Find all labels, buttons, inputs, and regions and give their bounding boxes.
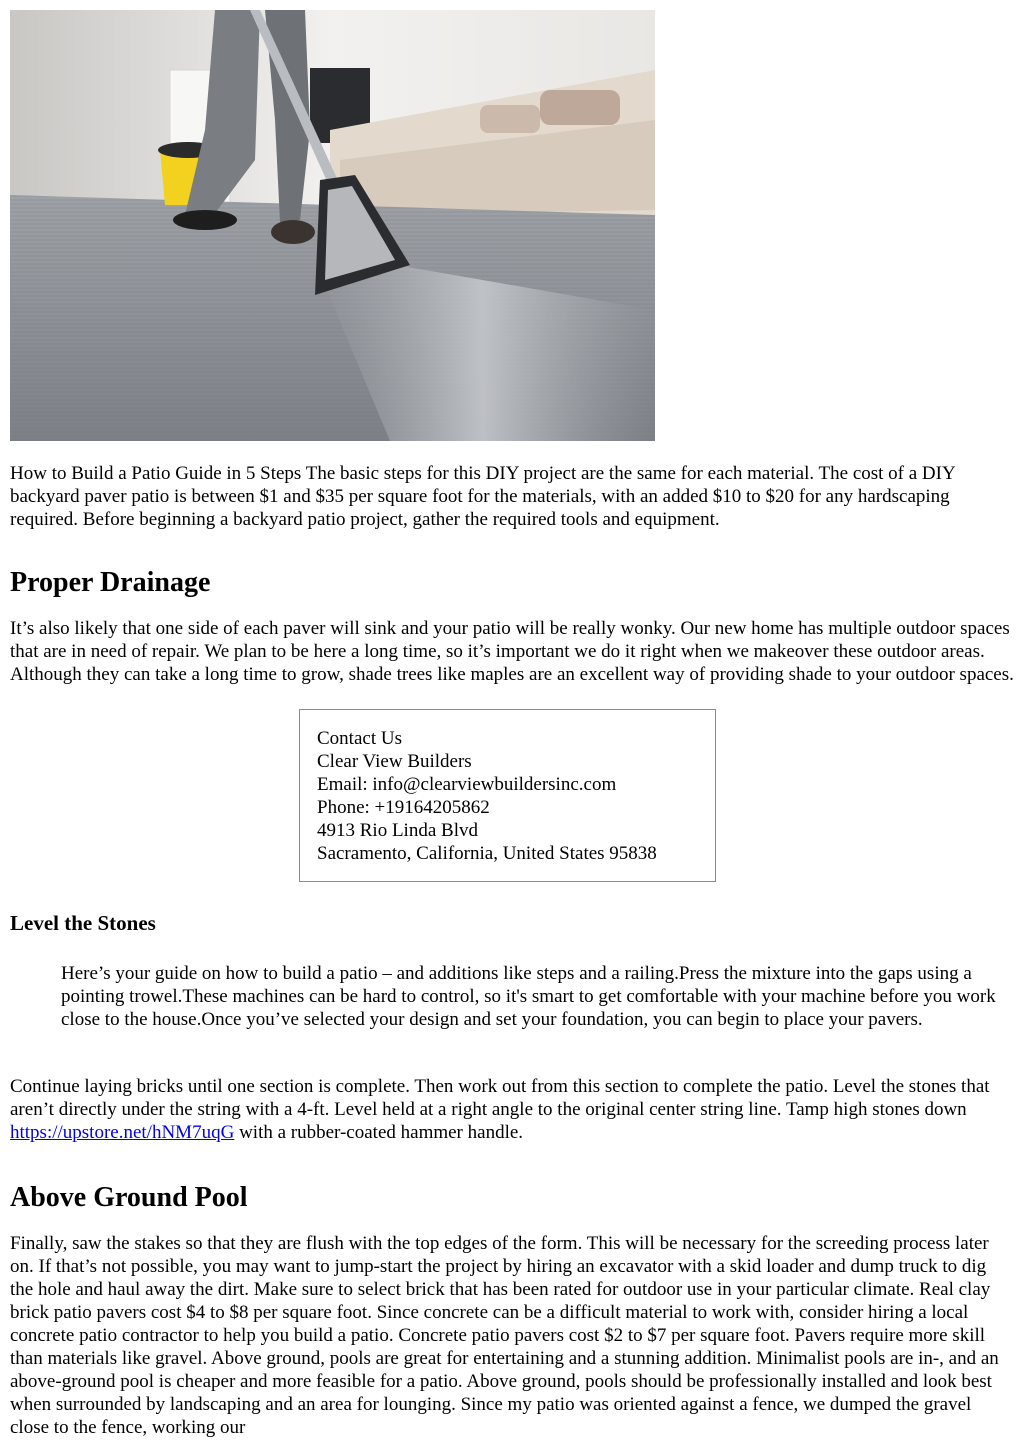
contact-company: Clear View Builders <box>317 751 472 772</box>
article <box>10 10 1014 1438</box>
contact-city: Sacramento, California, United States 95838 <box>317 843 657 864</box>
carpet-cleaning-photo <box>10 10 655 441</box>
level-paragraph <box>10 1075 1014 1144</box>
contact-street: 4913 Rio Linda Blvd <box>317 820 478 841</box>
drainage-paragraph: It’s also likely that one side of each paver will sink and your patio will be really wonky. Our new home has multiple outdoor spaces that are in need of repair. We plan to be here a long time, so it’s important we do it right when we makeover these outdoor areas. Although they can take a long time to grow, shade trees like maples are an excellent way of providing shade to your outdoor spaces. <box>10 618 1014 685</box>
blockquote-paragraph: Here’s your guide on how to build a patio – and additions like steps and a railing.Press the mixture into the gaps using a pointing trowel.These machines can be hard to control, so it's smart to get comfortable with your machine before you work close to the house.Once you’ve selected your design and set your foundation, you can begin to place your pavers. <box>61 963 996 1030</box>
level-text-before-link: Continue laying bricks until one section is complete. Then work out from this section to complete the patio. Level the stones that aren’t directly under the string with a 4-ft. Level held at a right angle to the original center string line. Tamp high stones down <box>10 1076 990 1120</box>
intro-paragraph: How to Build a Patio Guide in 5 Steps The basic steps for this DIY project are the same for each material. The cost of a DIY backyard paver patio is between $1 and $35 per square foot for the materials, with an added $10 to $20 for any hardscaping required. Before beginning a backyard patio project, gather the required tools and equipment. <box>10 463 955 530</box>
heading-above-ground-pool: Above Ground Pool <box>10 1182 248 1213</box>
upstore-link[interactable]: https://upstore.net/hNM7uqG <box>10 1122 235 1143</box>
contact-email: Email: info@clearviewbuildersinc.com <box>317 774 617 795</box>
heading-level-the-stones: Level the Stones <box>10 911 156 935</box>
heading-proper-drainage: Proper Drainage <box>10 567 211 598</box>
contact-box <box>299 709 716 882</box>
contact-phone: Phone: +19164205862 <box>317 797 490 818</box>
contact-title: Contact Us <box>317 728 402 749</box>
level-text-after-link: with a rubber-coated hammer handle. <box>234 1122 524 1143</box>
pool-paragraph: Finally, saw the stakes so that they are flush with the top edges of the form. This will be necessary for the screeding process later on. If that’s not possible, you may want to jump-start the project by hiring an excavator with a skid loader and dump truck to dig the hole and haul away the dirt. Make sure to select brick that has been rated for outdoor use in your particular climate. Real clay brick patio pavers cost $4 to $8 per square foot. Since concrete can be a difficult material to work with, consider hiring a local concrete patio contractor to help you build a patio. Concrete patio pavers cost $2 to $7 per square foot. Pavers require more skill than materials like gravel. Above ground, pools are great for entertaining and a stunning addition. Minimalist pools are in-, and an above-ground pool is cheaper and more feasible for a patio. Above ground, pools should be professionally installed and look best when surrounded by landscaping and an area for lounging. Since my patio was oriented against a fence, we dumped the gravel close to the fence, working our <box>10 1233 999 1438</box>
